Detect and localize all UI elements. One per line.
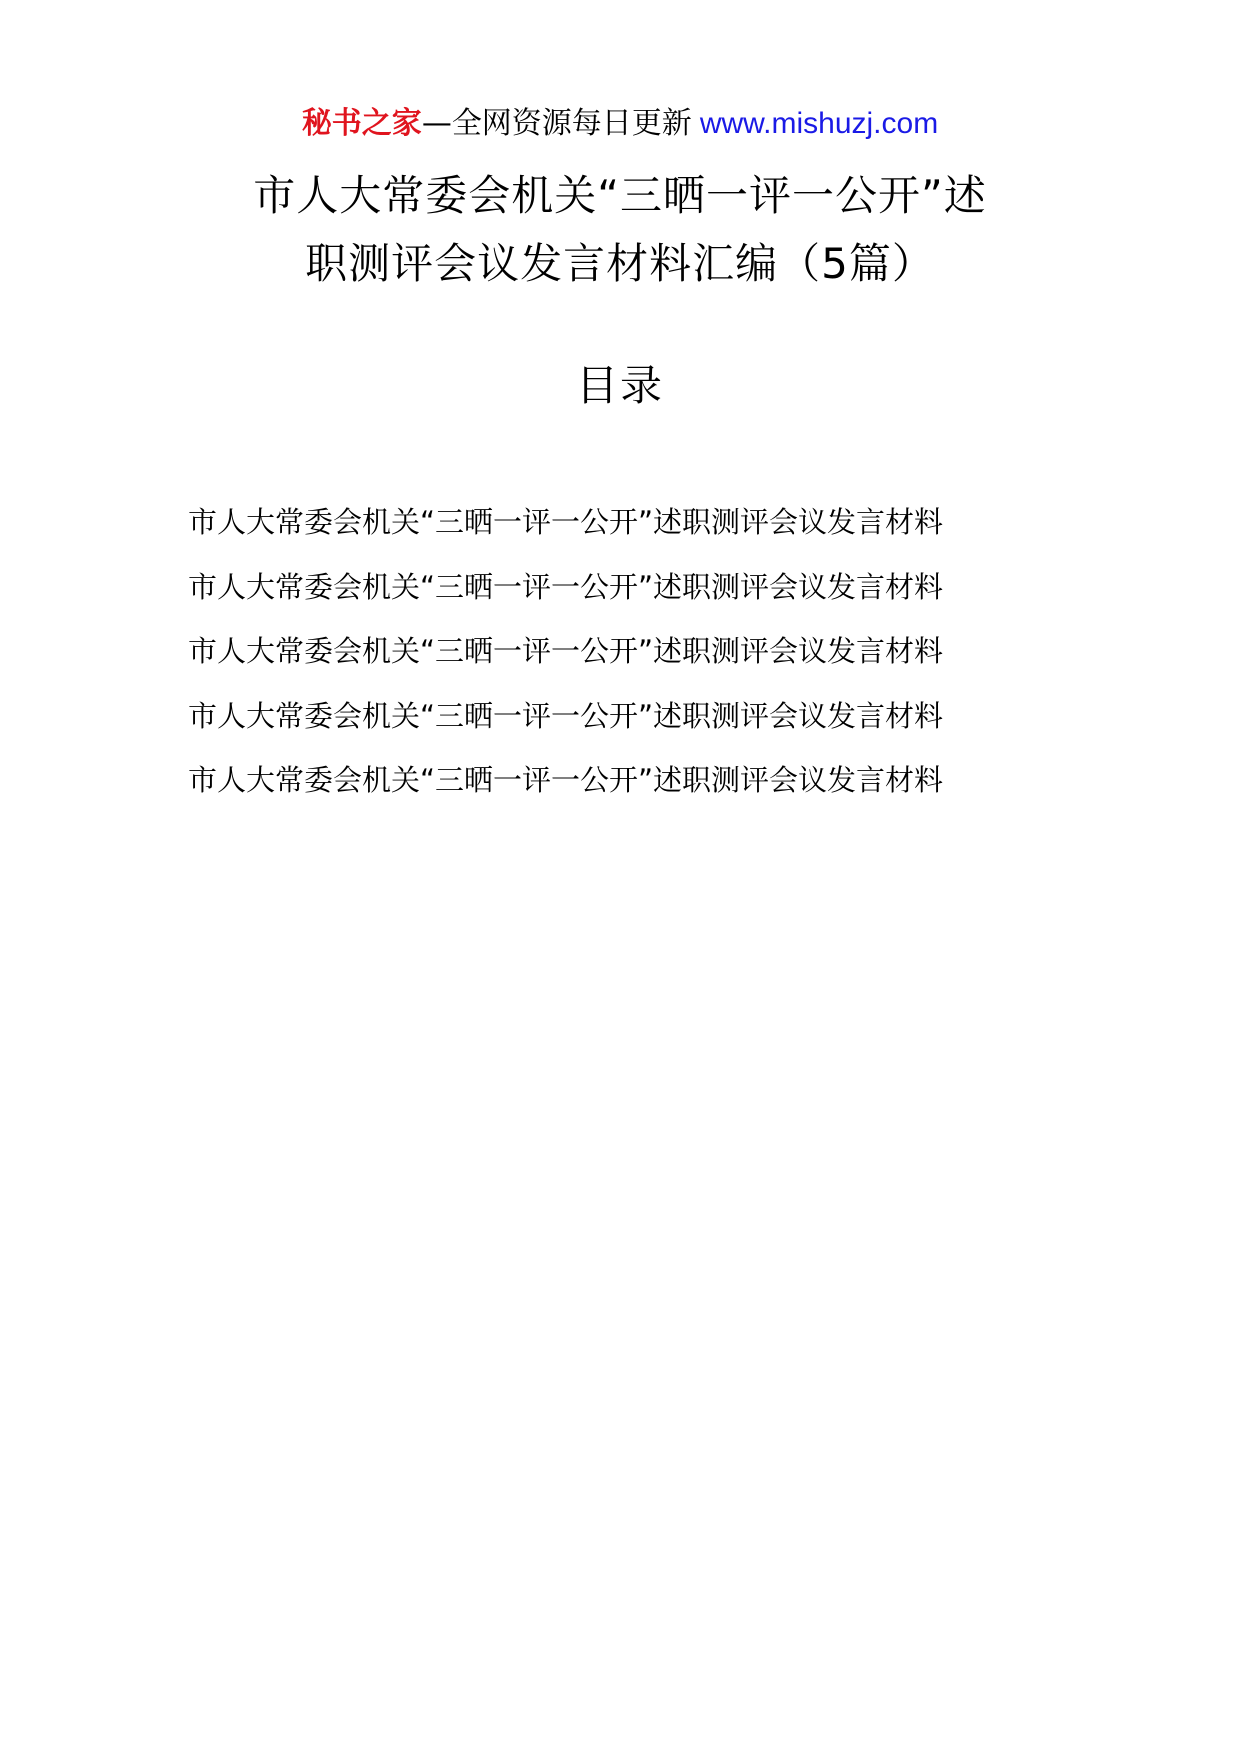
site-tagline: —全网资源每日更新 xyxy=(421,106,692,141)
document-title-line-2: 职测评会议发言材料汇编（5篇） xyxy=(305,239,935,288)
table-of-contents xyxy=(188,490,1048,813)
document-title-line-1: 市人大常委会机关“三晒一评一公开”述 xyxy=(253,171,987,220)
site-url-link[interactable]: www.mishuzj.com xyxy=(699,107,939,140)
toc-item[interactable]: 市人大常委会机关“三晒一评一公开”述职测评会议发言材料 xyxy=(188,569,944,604)
site-header xyxy=(0,98,1240,148)
toc-item[interactable]: 市人大常委会机关“三晒一评一公开”述职测评会议发言材料 xyxy=(188,634,944,668)
toc-item[interactable]: 市人大常委会机关“三晒一评一公开”述职测评会议发言材料 xyxy=(188,505,944,539)
toc-item[interactable]: 市人大常委会机关“三晒一评一公开”述职测评会议发言材料 xyxy=(188,763,944,797)
brand-name: 秘书之家 xyxy=(301,106,422,141)
toc-heading: 目录 xyxy=(575,361,664,410)
toc-item[interactable]: 市人大常委会机关“三晒一评一公开”述职测评会议发言材料 xyxy=(188,698,944,733)
document-title xyxy=(0,162,1240,298)
